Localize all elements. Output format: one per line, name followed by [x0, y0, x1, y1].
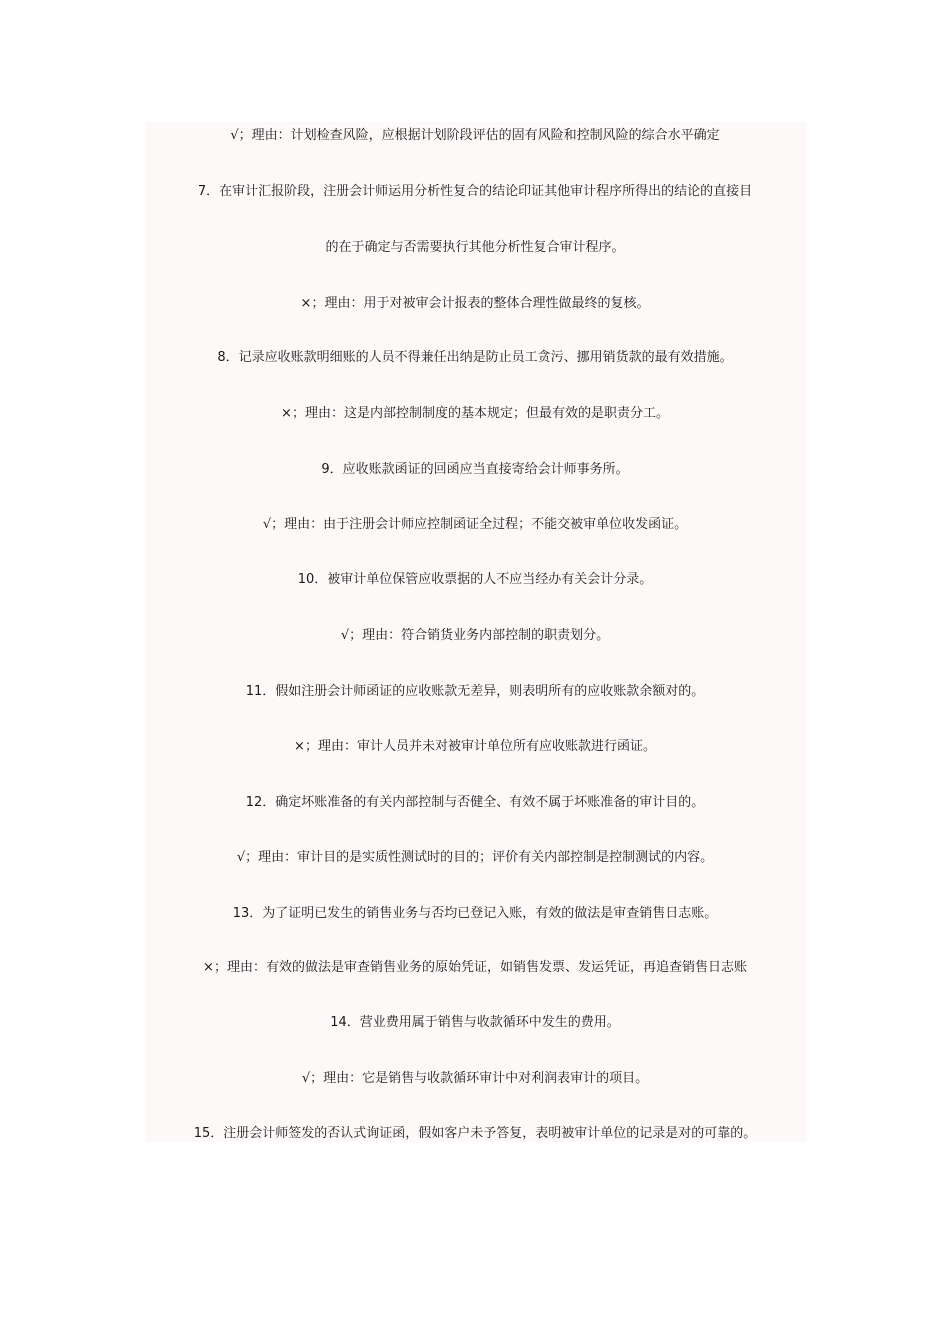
answer-line: ×；理由：这是内部控制制度的基本规定；但最有效的是职责分工。: [281, 406, 669, 421]
question-line: 13．为了证明已发生的销售业务与否均已登记入账，有效的做法是审查销售日志账。: [232, 906, 718, 921]
question-line: 8．记录应收账款明细账的人员不得兼任出纳是防止员工贪污、挪用销货款的最有效措施。: [217, 350, 733, 365]
answer-line: √；理由：计划检查风险，应根据计划阶段评估的固有风险和控制风险的综合水平确定: [230, 128, 720, 143]
answer-line: √；理由：符合销货业务内部控制的职责划分。: [340, 628, 610, 643]
question-continuation-line: 的在于确定与否需要执行其他分析性复合审计程序。: [325, 240, 625, 255]
question-line: 11．假如注册会计师函证的应收账款无差异，则表明所有的应收账款余额对的。: [245, 684, 705, 699]
answer-line: √；理由：它是销售与收款循环审计中对利润表审计的项目。: [301, 1071, 649, 1086]
question-line: 14．营业费用属于销售与收款循环中发生的费用。: [330, 1015, 620, 1030]
answer-line: ×；理由：有效的做法是审查销售业务的原始凭证，如销售发票、发运凭证，再追查销售日志账: [203, 960, 747, 975]
question-line: 10．被审计单位保管应收票据的人不应当经办有关会计分录。: [297, 572, 653, 587]
answer-line: ×；理由：用于对被审会计报表的整体合理性做最终的复核。: [300, 296, 650, 311]
question-line: 9．应收账款函证的回函应当直接寄给会计师事务所。: [321, 462, 629, 477]
question-line: 12．确定坏账准备的有关内部控制与否健全、有效不属于坏账准备的审计目的。: [245, 795, 705, 810]
question-line: 7．在审计汇报阶段，注册会计师运用分析性复合的结论印证其他审计程序所得出的结论的直接目: [197, 184, 753, 199]
answer-line: ×；理由：审计人员并未对被审计单位所有应收账款进行函证。: [294, 739, 656, 754]
answer-line: √；理由：审计目的是实质性测试时的目的；评价有关内部控制是控制测试的内容。: [236, 850, 714, 865]
question-line: 15．注册会计师签发的否认式询证函，假如客户未予答复，表明被审计单位的记录是对的可靠的。: [193, 1126, 757, 1141]
answer-line: √；理由：由于注册会计师应控制函证全过程；不能交被审单位收发函证。: [262, 517, 688, 532]
